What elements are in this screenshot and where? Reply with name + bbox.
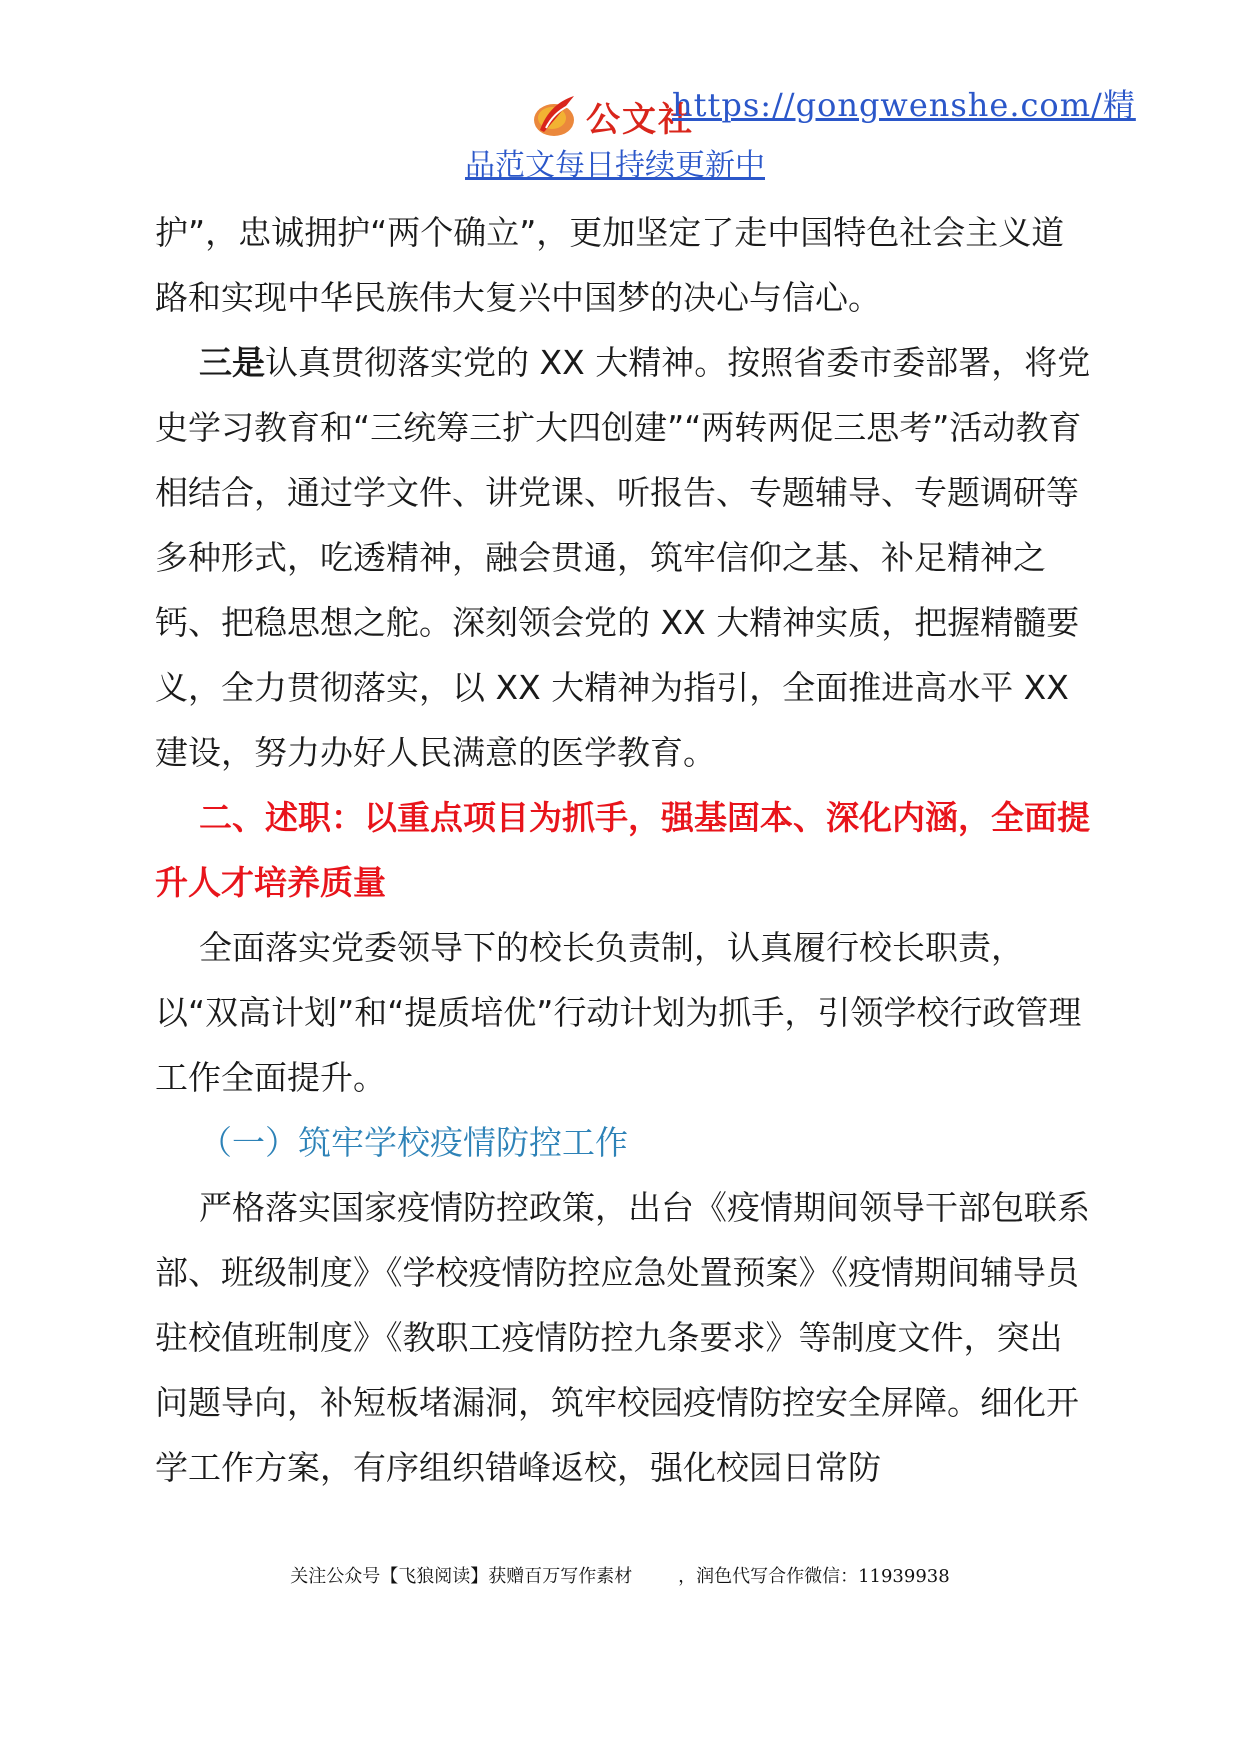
page-header [0,0,1240,200]
paragraph-1: 护”，忠诚拥护“两个确立”，更加坚定了走中国特色社会主义道路和实现中华民族伟大复兴中国梦的决心与信心。 [155,213,1065,317]
logo-text: 公文社 [586,99,694,140]
paragraph-2-text: 认真贯彻落实党的 XX 大精神。按照省委市委部署，将党史学习教育和“三统筹三扩大四创建”“两转两促三思考”活动教育相结合，通过学文件、讲党课、听报告、专题辅导、专题调研等多种形式，吃透精神，融会贯通，筑牢信仰之基、补足精神之钙、把稳思想之舵。深刻领会党的 XX 大精神实质，把握精髓要义，全力贯彻落实，以 XX 大精神为指引，全面推进高水平 XX 建设，努力办好人民满意的医学教育。 [155,343,1091,772]
site-link-line-1[interactable]: https://gongwenshe.com/精 [672,86,1136,124]
paragraph-2-lead: 三是 [199,343,265,382]
paragraph-2 [155,330,1095,785]
logo-emblem-icon [528,90,580,142]
document-body [155,200,1095,1500]
paragraph-4: 严格落实国家疫情防控政策，出台《疫情期间领导干部包联系部、班级制度》《学校疫情防控应急处置预案》《疫情期间辅导员驻校值班制度》《教职工疫情防控九条要求》等制度文件，突出问题导向，补短板堵漏洞，筑牢校园疫情防控安全屏障。细化开学工作方案，有序组织错峰返校，强化校园日常防 [155,1188,1090,1487]
subsection-heading-1: （一）筑牢学校疫情防控工作 [199,1123,628,1162]
site-logo[interactable] [528,86,694,146]
section-heading-2: 二、述职：以重点项目为抓手，强基固本、深化内涵，全面提升人才培养质量 [155,798,1090,902]
page-footer: 关注公众号【飞狼阅读】获赠百万写作素材 ，润色代写合作微信：11939938 [290,1566,950,1587]
site-link-line-2[interactable]: 品范文每日持续更新中 [465,148,765,183]
paragraph-3: 全面落实党委领导下的校长负责制，认真履行校长职责，以“双高计划”和“提质培优”行动计划为抓手，引领学校行政管理工作全面提升。 [155,928,1082,1097]
